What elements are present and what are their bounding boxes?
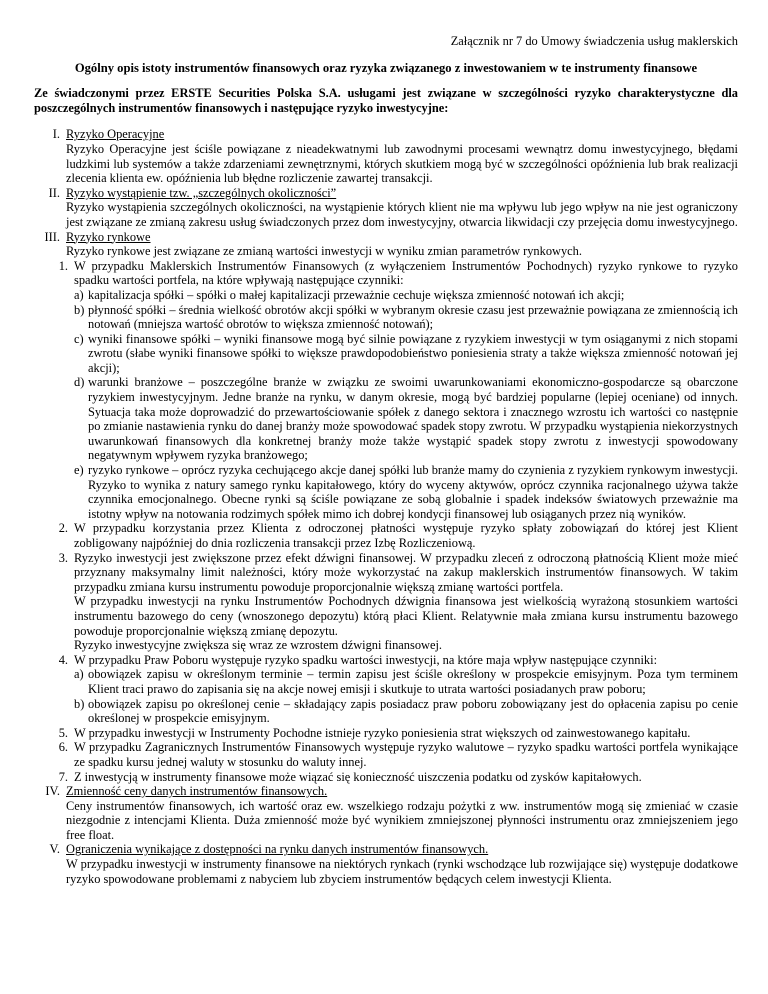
section-2 xyxy=(34,186,738,230)
list-item xyxy=(50,551,738,653)
section-body: Ryzyko Operacyjne jest ściśle powiązane z nieadekwatnymi lub zawodnymi procesami wewnątrz domu inwestycyjnego, błędami ludzkimi lub systemów a także zdarzeniami zewnętrznymi, których skutkiem mogą być w szczególności opóźnienia lub brak realizacji zlecenia klienta ew. opóźnienia lub błędne rozliczenie zawartej transakcji. xyxy=(66,141,738,186)
item-text: W przypadku inwestycji w Instrumenty Pochodne istnieje ryzyko poniesienia strat większych od zainwestowanego kapitału. xyxy=(74,725,691,740)
section-number: V. xyxy=(49,842,60,857)
item-number: 4. xyxy=(58,652,68,667)
annex-label: Załącznik nr 7 do Umowy świadczenia usług maklerskich xyxy=(450,34,738,48)
item-text: W przypadku Zagranicznych Instrumentów Finansowych występuje ryzyko walutowe – ryzyko spadku wartości portfela wynikające ze spadku kursu jednej waluty w stosunku do waluty innej. xyxy=(74,740,738,769)
sub-item-letter: b) xyxy=(74,302,85,317)
section-heading: Zmienność ceny danych instrumentów finansowych. xyxy=(66,784,328,799)
section-1 xyxy=(34,127,738,185)
sub-item-letter: c) xyxy=(74,331,84,346)
list-item xyxy=(50,770,738,785)
list-item xyxy=(50,653,738,726)
list-item xyxy=(50,521,738,550)
section-heading: Ryzyko Operacyjne xyxy=(66,127,165,142)
section-body: W przypadku inwestycji w instrumenty finansowe na niektórych rynkach (rynki wschodzące lub rozwijające się) występuje dodatkowe ryzyko spowodowane problemami z nabyciem lub zbyciem instrumentów będących celem inwestycji Klienta. xyxy=(66,857,738,886)
sub-item xyxy=(74,697,738,726)
sub-item-letter: a) xyxy=(74,287,84,302)
section-3 xyxy=(34,230,738,785)
item-extra-text: W przypadku inwestycji na rynku Instrumentów Pochodnych dźwignia finansowa jest wielkością wyrażoną stosunkiem wartości instrumentu bazowego do ceny (wnoszonego depozytu) którą płaci Klient. Relatywnie mała zmiana kursu instrumentu bazowego powoduje proporcjonalnie większą zmianę depozytu. xyxy=(74,594,738,638)
list-item xyxy=(50,740,738,769)
section-body: Ceny instrumentów finansowych, ich wartość oraz ew. wszelkiego rodzaju pożytki z ww. instrumentów mogą się zmieniać w czasie niezgodnie z intencjami Klienta. Duża zmienność może być wynikiem zmniejszonej płynności instrumentu oraz zmniejszeniem jego free float. xyxy=(66,798,738,842)
item-number: 3. xyxy=(58,550,68,565)
sub-item xyxy=(74,303,738,332)
item-extra-text: Ryzyko inwestycyjne zwiększa się wraz ze wzrostem dźwigni finansowej. xyxy=(74,638,443,653)
sub-item-letter: a) xyxy=(74,667,84,682)
sub-item-text: warunki branżowe – poszczególne branże w związku ze swoimi uwarunkowaniami ekonomiczno-gospodarcze są obarczone ryzykiem inwestycyjnym. Jedne branże na rynku, w danym okresie, mogą być bardziej popularne (lepiej oceniane) od innych. Sytuacja taka może doprowadzić do przewartościowanie spółek z danego sektora i znacznego wzrostu ich wartości co następnie po zmianie nastawienia rynku do danej branży może spowodować spadek stopy zwrotu. W przypadku wystąpienia niekorzystnych uwarunkowań finansowych dla konkretnej branży może także wystąpić spadek stopy zwrotu z inwestycji spowodowany negatywnym wpływem ryzyka branżowego; xyxy=(88,375,738,463)
item-text: Ryzyko inwestycji jest zwiększone przez efekt dźwigni finansowej. W przypadku zleceń z odroczoną płatnością Klient może mieć przyznany maksymalny limit należności, który może wykorzystać na zakup maklerskich instrumentów finansowych. W takim przypadku zmiana kursu instrumentu powoduje proporcjonalnie większą zmianę wartości portfela. xyxy=(74,550,738,594)
sub-item-letter: e) xyxy=(74,463,84,478)
list-item xyxy=(50,259,738,522)
sub-item xyxy=(74,332,738,376)
item-number: 5. xyxy=(58,725,68,740)
section-number: I. xyxy=(52,127,60,142)
intro-paragraph: Ze świadczonymi przez ERSTE Securities Polska S.A. usługami jest związane w szczególności ryzyko charakterystyczne dla poszczególnych instrumentów finansowych i następujące ryzyko inwestycyjne: xyxy=(34,86,738,115)
section-5 xyxy=(34,842,738,886)
sub-item-letter: b) xyxy=(74,696,85,711)
item-number: 1. xyxy=(58,258,68,273)
section-heading: Ryzyko rynkowe xyxy=(66,229,151,244)
item-number: 6. xyxy=(58,740,68,755)
list-item xyxy=(50,726,738,741)
section-heading: Ograniczenia wynikające z dostępności na rynku danych instrumentów finansowych. xyxy=(66,842,489,857)
sub-item-text: kapitalizacja spółki – spółki o małej kapitalizacji przeważnie cechuje większa zmienność notowań ich akcji; xyxy=(88,287,625,302)
sub-item xyxy=(74,288,738,303)
section-number: II. xyxy=(48,185,60,200)
sub-item-text: wyniki finansowe spółki – wyniki finansowe mogą być silnie powiązane z ryzykiem inwestycji w tym osiąganymi z nich stopami zwrotu (słabe wyniki finansowe spółki to większe prawdopodobieństwo poniesienia straty a także większa zmienność notowań jej akcji); xyxy=(88,331,738,375)
sub-item xyxy=(74,375,738,463)
item-text: W przypadku Maklerskich Instrumentów Finansowych (z wyłączeniem Instrumentów Pochodnych) ryzyko rynkowe to ryzyko spadku wartości portfela, na które wpływają następujące czynniki: xyxy=(74,258,738,288)
section-number: III. xyxy=(44,229,60,244)
item-number: 7. xyxy=(58,769,68,784)
section-4 xyxy=(34,784,738,842)
section-body: Ryzyko rynkowe jest związane ze zmianą wartości inwestycji w wyniku zmian parametrów rynkowych. xyxy=(66,244,582,259)
document-title: Ogólny opis istoty instrumentów finansowych oraz ryzyka związanego z inwestowaniem w te instrumenty finansowe xyxy=(74,60,698,75)
item-text: Z inwestycją w instrumenty finansowe może wiązać się konieczność uiszczenia podatku od zysków kapitałowych. xyxy=(74,769,642,784)
section-number: IV. xyxy=(45,784,60,799)
sub-item-text: płynność spółki – średnia wielkość obrotów akcji spółki w wybranym okresie czasu jest przeważnie powiązana ze zmiennością ich notowań (mniejsza wartość obrotów to większa zmienność notowań); xyxy=(88,302,738,332)
sub-item-letter: d) xyxy=(74,375,85,390)
sub-item-text: obowiązek zapisu po określonej cenie – składający zapis posiadacz praw poboru zobowiązany jest do opłacenia zapisu po cenie określonej w prospekcie emisyjnym. xyxy=(88,696,738,726)
section-body: Ryzyko wystąpienia szczególnych okoliczności, na wystąpienie których klient nie ma wpływu lub jego wpływ na nie jest ograniczony jest związane ze zmianą zakresu usług świadczonych przez dom inwestycyjny, otwarcia likwidacji czy przejęcia domu inwestycyjnego. xyxy=(66,200,738,229)
item-text: W przypadku korzystania przez Klienta z odroczonej płatności występuje ryzyko spłaty zobowiązań do której jest Klient zobligowany najpóźniej do dnia rozliczenia transakcji przez Izbę Rozliczeniową. xyxy=(74,521,738,550)
sub-item-text: obowiązek zapisu w określonym terminie – termin zapisu jest ściśle określony w prospekcie emisyjnym. Poza tym terminem Klient traci prawo do zapisania się na akcje nowej emisji i skutkuje to utrata wartości posiadanych praw poboru; xyxy=(88,667,738,696)
item-number: 2. xyxy=(58,521,68,536)
sub-item xyxy=(74,463,738,521)
sub-item xyxy=(74,667,738,696)
item-text: W przypadku Praw Poboru występuje ryzyko spadku wartości inwestycji, na które maja wpływ następujące czynniki: xyxy=(74,652,658,667)
sub-item-text: ryzyko rynkowe – oprócz ryzyka cechującego akcje danej spółki lub branże mamy do czynienia z ryzykiem rynkowym inwestycji. Ryzyko to wynika z natury samego rynku kapitałowego, który do wyceny aktywów, oprócz czynnika racjonalnego używa także czynnika emocjonalnego. Obecne rynki są ściśle powiązane ze sobą globalnie i spadek indeksów światowych przeważnie ma istotny wpływ na notowania rodzimych spółek mimo ich dobrej kondycji finansowej lub osiąganych przez nią wyników. xyxy=(88,463,738,521)
section-heading: Ryzyko wystąpienie tzw. „szczególnych okoliczności” xyxy=(66,185,337,200)
